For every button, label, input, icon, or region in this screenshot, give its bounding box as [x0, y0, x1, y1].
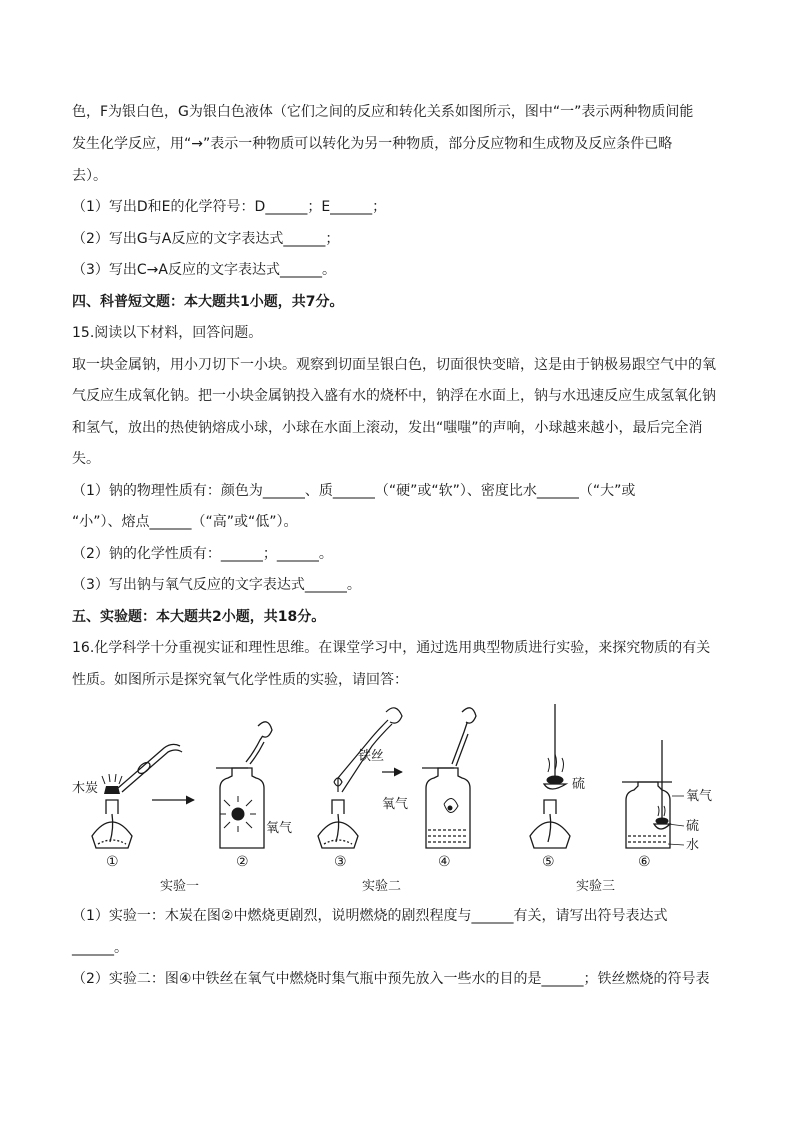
question-line: “小”）、熔点______（“高”或“低”）。 — [72, 514, 298, 530]
figure-number-4: ④ — [438, 854, 451, 870]
question-line: （2）钠的化学性质有：______；______。 — [72, 546, 333, 562]
crucible-tongs-1 — [118, 744, 182, 792]
question-title: 16.化学科学十分重视实证和理性思维。在课堂学习中，通过选用典型物质进行实验，来探究物质的有关 — [72, 640, 711, 656]
alcohol-lamp-1 — [92, 800, 132, 848]
figure-number-3: ③ — [334, 854, 347, 870]
water-label: 水 — [686, 838, 700, 853]
question-line: （2）实验二：图④中铁丝在氧气中燃烧时集气瓶中预先放入一些水的目的是______；铁丝燃烧的符号表 — [72, 971, 710, 987]
gas-bottle-4 — [422, 708, 476, 848]
caption-experiment-1: 实验一 — [160, 879, 200, 894]
text-line: 发生化学反应，用“→”表示一种物质可以转化为另一种物质，部分反应物和生成物及反应条件已略 — [72, 136, 673, 152]
sulfur-label: 硫 — [572, 777, 586, 792]
charcoal-label: 木炭 — [72, 781, 99, 796]
oxygen-label: 氧气 — [382, 797, 409, 812]
charcoal-piece — [102, 774, 122, 794]
iron-wire-label: 铁丝 — [358, 749, 385, 764]
section-heading: 五、实验题：本大题共2小题，共18分。 — [72, 609, 326, 625]
figure-number-2: ② — [236, 854, 249, 870]
paragraph-line: 失。 — [72, 451, 100, 467]
question-title: 15.阅读以下材料，回答问题。 — [72, 325, 263, 341]
sulfur-label: 硫 — [686, 819, 700, 834]
caption-experiment-3: 实验三 — [576, 879, 616, 894]
question-line: ______。 — [72, 940, 128, 956]
experiment-figure — [72, 696, 732, 896]
text-line: 色，F为银白色，G为银白色液体（它们之间的反应和转化关系如图所示，图中“一”表示两种物质间能 — [72, 104, 694, 120]
gas-bottle-6 — [622, 740, 672, 848]
question-line: （3）写出C→A反应的文字表达式______。 — [72, 262, 336, 278]
section-heading: 四、科普短文题：本大题共1小题，共7分。 — [72, 294, 344, 310]
paragraph-line: 和氢气，放出的热使钠熔成小球，小球在水面上滚动，发出“嗤嗤”的声响，小球越来越小，最后完全消 — [72, 420, 703, 436]
figure-number-1: ① — [106, 854, 119, 870]
paragraph-line: 气反应生成氧化钠。把一小块金属钠投入盛有水的烧杯中，钠浮在水面上，钠与水迅速反应生成氢氧化钠 — [72, 388, 716, 404]
paragraph-line: 取一块金属钠，用小刀切下一小块。观察到切面呈银白色，切面很快变暗，这是由于钠极易跟空气中的氧 — [72, 357, 716, 373]
oxygen-label: 氧气 — [266, 821, 293, 836]
oxygen-label: 氧气 — [686, 789, 713, 804]
figure-number-5: ⑤ — [542, 854, 555, 870]
alcohol-lamp-5 — [530, 704, 570, 848]
question-line: （1）写出D和E的化学符号：D______；E______； — [72, 199, 387, 215]
question-line: 性质。如图所示是探究氧气化学性质的实验，请回答： — [72, 672, 408, 688]
text-line: 去）。 — [72, 168, 107, 184]
question-line: （1）实验一：木炭在图②中燃烧更剧烈，说明燃烧的剧烈程度与______有关，请写出符号表达式 — [72, 908, 668, 924]
alcohol-lamp-3 — [318, 800, 358, 848]
caption-experiment-2: 实验二 — [362, 879, 402, 894]
question-line: （1）钠的物理性质有：颜色为______、质______（“硬”或“软”）、密度比水______（“大”或 — [72, 483, 636, 499]
figure-number-6: ⑥ — [638, 854, 651, 870]
gas-bottle-2 — [216, 722, 272, 848]
burning-iron-icon — [444, 798, 458, 812]
question-line: （2）写出G与A反应的文字表达式______； — [72, 231, 340, 247]
burning-charcoal-icon — [220, 796, 256, 832]
question-line: （3）写出钠与氧气反应的文字表达式______。 — [72, 577, 361, 593]
